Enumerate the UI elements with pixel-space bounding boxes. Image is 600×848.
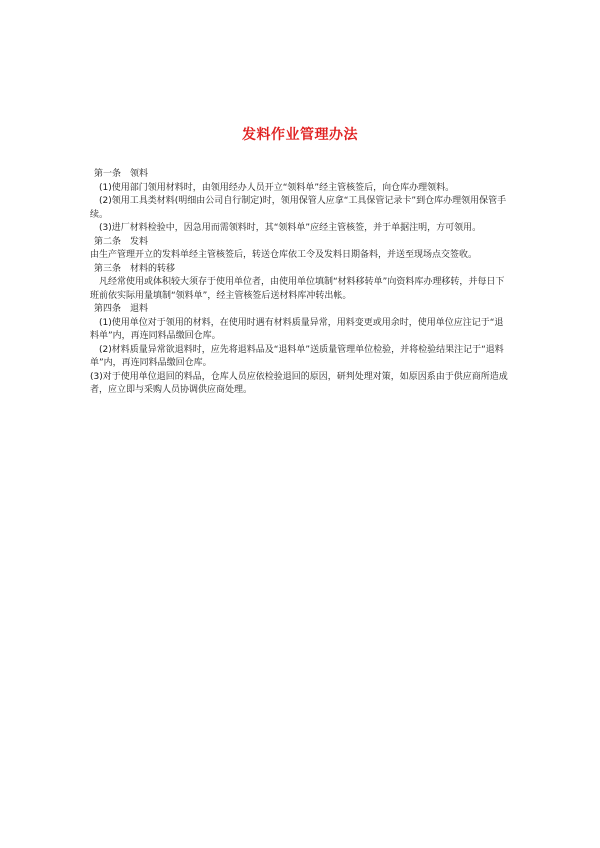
article-4 — [90, 303, 510, 398]
article-heading: 第四条 退料 — [94, 304, 149, 314]
article-1 — [90, 168, 510, 236]
article-paragraph: 凡经常使用或体积较大须存于使用单位者，由使用单位填制“材料移转单”向资料库办理移转，并每日下班前依实际用量填制“领料单”，经主管核签后送材料库冲转出帐。 — [90, 277, 505, 301]
article-paragraph: 由生产管理开立的发料单经主管核签后，转送仓库依工令及发料日期备料，并送至现场点交签收。 — [90, 250, 478, 260]
article-paragraph: (2)领用工具类材料(明细由公司自行制定)时，领用保管人应拿“工具保管记录卡”到仓库办理领用保管手续。 — [90, 196, 507, 220]
article-heading: 第一条 领料 — [94, 169, 149, 179]
document-body — [90, 168, 510, 398]
article-paragraph: (3)对于使用单位退回的料品，仓库人员应依检验退回的原因，研判处理对策，如原因系由于供应商所造成者，应立即与采购人员协调供应商处理。 — [90, 371, 508, 395]
article-heading: 第三条 材料的转移 — [94, 263, 176, 274]
article-heading: 第二条 发料 — [94, 236, 149, 247]
document-title: 发料作业管理办法 — [242, 127, 358, 143]
article-3 — [90, 263, 510, 304]
article-paragraph: (1)使用单位对于领用的材料，在使用时遇有材料质量异常，用料变更或用余时，使用单位应注记于“退料单”内，再连同料品缴回仓库。 — [90, 317, 504, 341]
article-2 — [90, 236, 510, 263]
article-paragraph: (2)材料质量异常欲退料时，应先将退料品及“退料单”送质量管理单位检验，并将检验结果注记于“退料单”内，再连同料品缴回仓库。 — [90, 344, 504, 368]
article-paragraph: (1)使用部门领用材料时，由领用经办人员开立“领料单”经主管核签后，向仓库办理领料。 — [99, 182, 455, 193]
article-paragraph: (3)进厂材料检验中，因急用而需领料时，其“领料单”应经主管核签，并于单据注明，方可领用。 — [99, 223, 482, 233]
